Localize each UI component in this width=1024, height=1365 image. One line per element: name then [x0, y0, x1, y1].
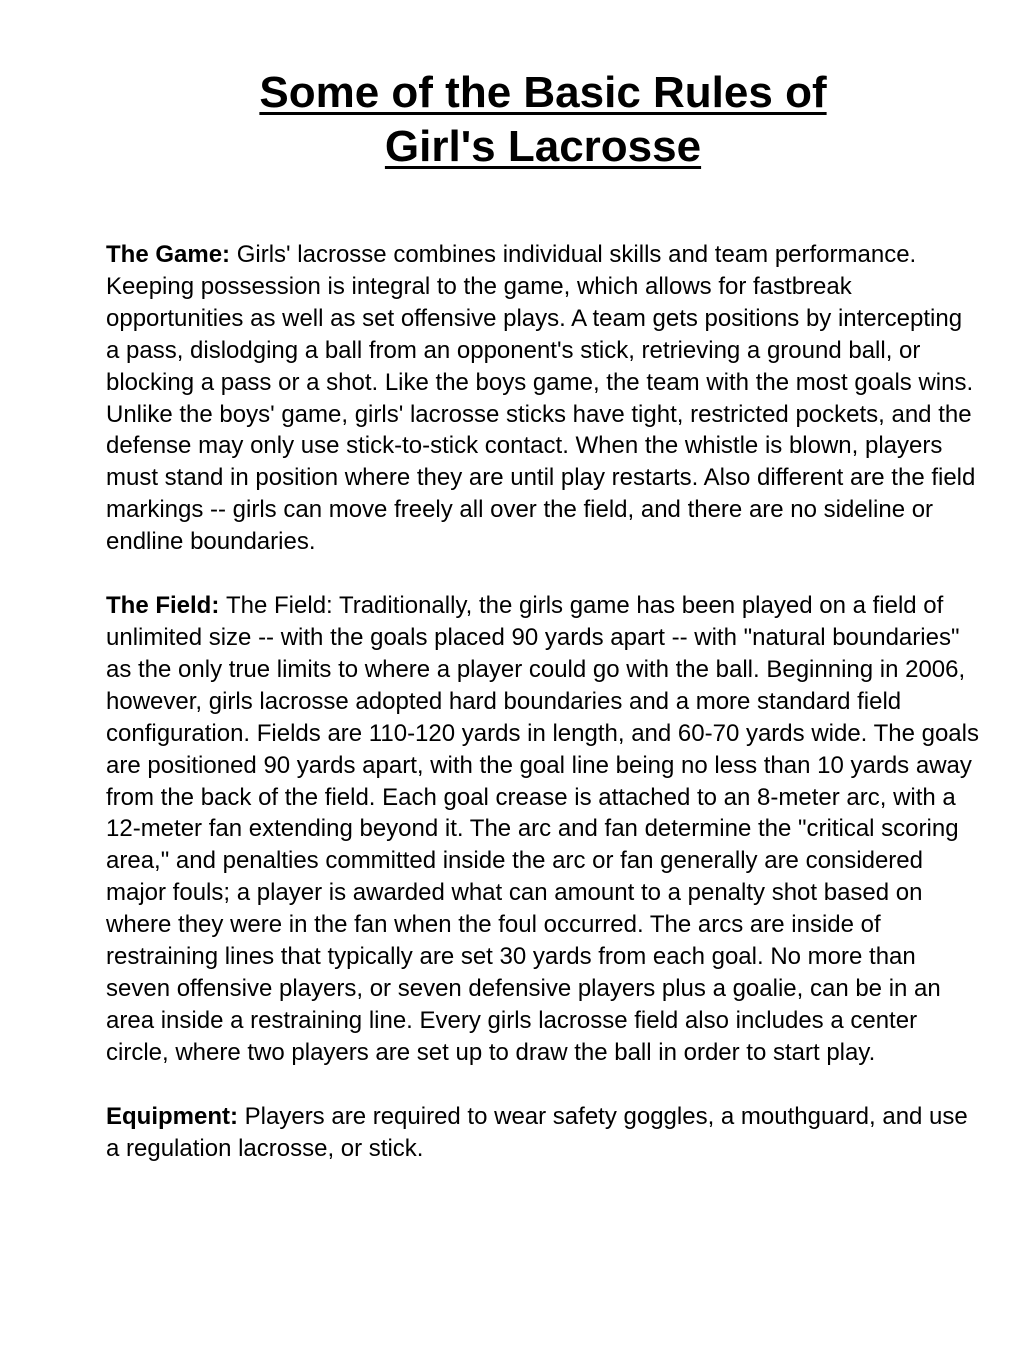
section-text-the-field: The Field: Traditionally, the girls game has been played on a field of unlimited size -- with the goals placed 90 yards apart -- with "natural boundaries" as the only true limits to where a player could go with the ball. Beginning in 2006, however, girls lacrosse adopted hard boundaries and a more standard field configuration. Fields are 110-120 yards in length, and 60-70 yards wide. The goals are positioned 90 yards apart, with the goal line being no less than 10 yards away from the back of the field. Each goal crease is attached to an 8-meter arc, with a 12-meter fan extending beyond it. The arc and fan determine the "critical scoring area," and penalties committed inside the arc or fan generally are considered major fouls; a player is awarded what can amount to a penalty shot based on where they were in the fan when the foul occurred. The arcs are inside of restraining lines that typically are set 30 yards from each goal. No more than seven offensive players, or seven defensive players plus a goalie, can be in an area inside a restraining line. Every girls lacrosse field also includes a center circle, where two players are set up to draw the ball in order to start play. [106, 592, 979, 1066]
section-the-game [106, 239, 980, 558]
section-label-equipment: Equipment: [106, 1102, 245, 1130]
title-line-2: Girl's Lacrosse [384, 122, 702, 171]
section-label-the-game: The Game: [106, 241, 237, 268]
section-text-the-game: Girls' lacrosse combines individual skills and team performance. Keeping possession is integral to the game, which allows for fastbreak opportunities as well as set offensive plays. A team gets positions by intercepting a pass, dislodging a ball from an opponent's stick, retrieving a ground ball, or blocking a pass or a shot. Like the boys game, the team with the most goals wins. Unlike the boys' game, girls' lacrosse sticks have tight, restricted pockets, and the defense may only use stick-to-stick contact. When the whistle is blown, players must stand in position where they are until play restarts. Also different are the field markings -- girls can move freely all over the field, and there are no sideline or endline boundaries. [106, 241, 976, 556]
section-the-field [106, 590, 980, 1069]
title-line-1: Some of the Basic Rules of [259, 68, 827, 117]
section-equipment [106, 1101, 980, 1165]
section-text-equipment: Players are required to wear safety goggles, a mouthguard, and use a regulation lacrosse, or stick. [106, 1102, 968, 1162]
section-label-the-field: The Field: [106, 592, 226, 620]
page-title [106, 66, 980, 174]
